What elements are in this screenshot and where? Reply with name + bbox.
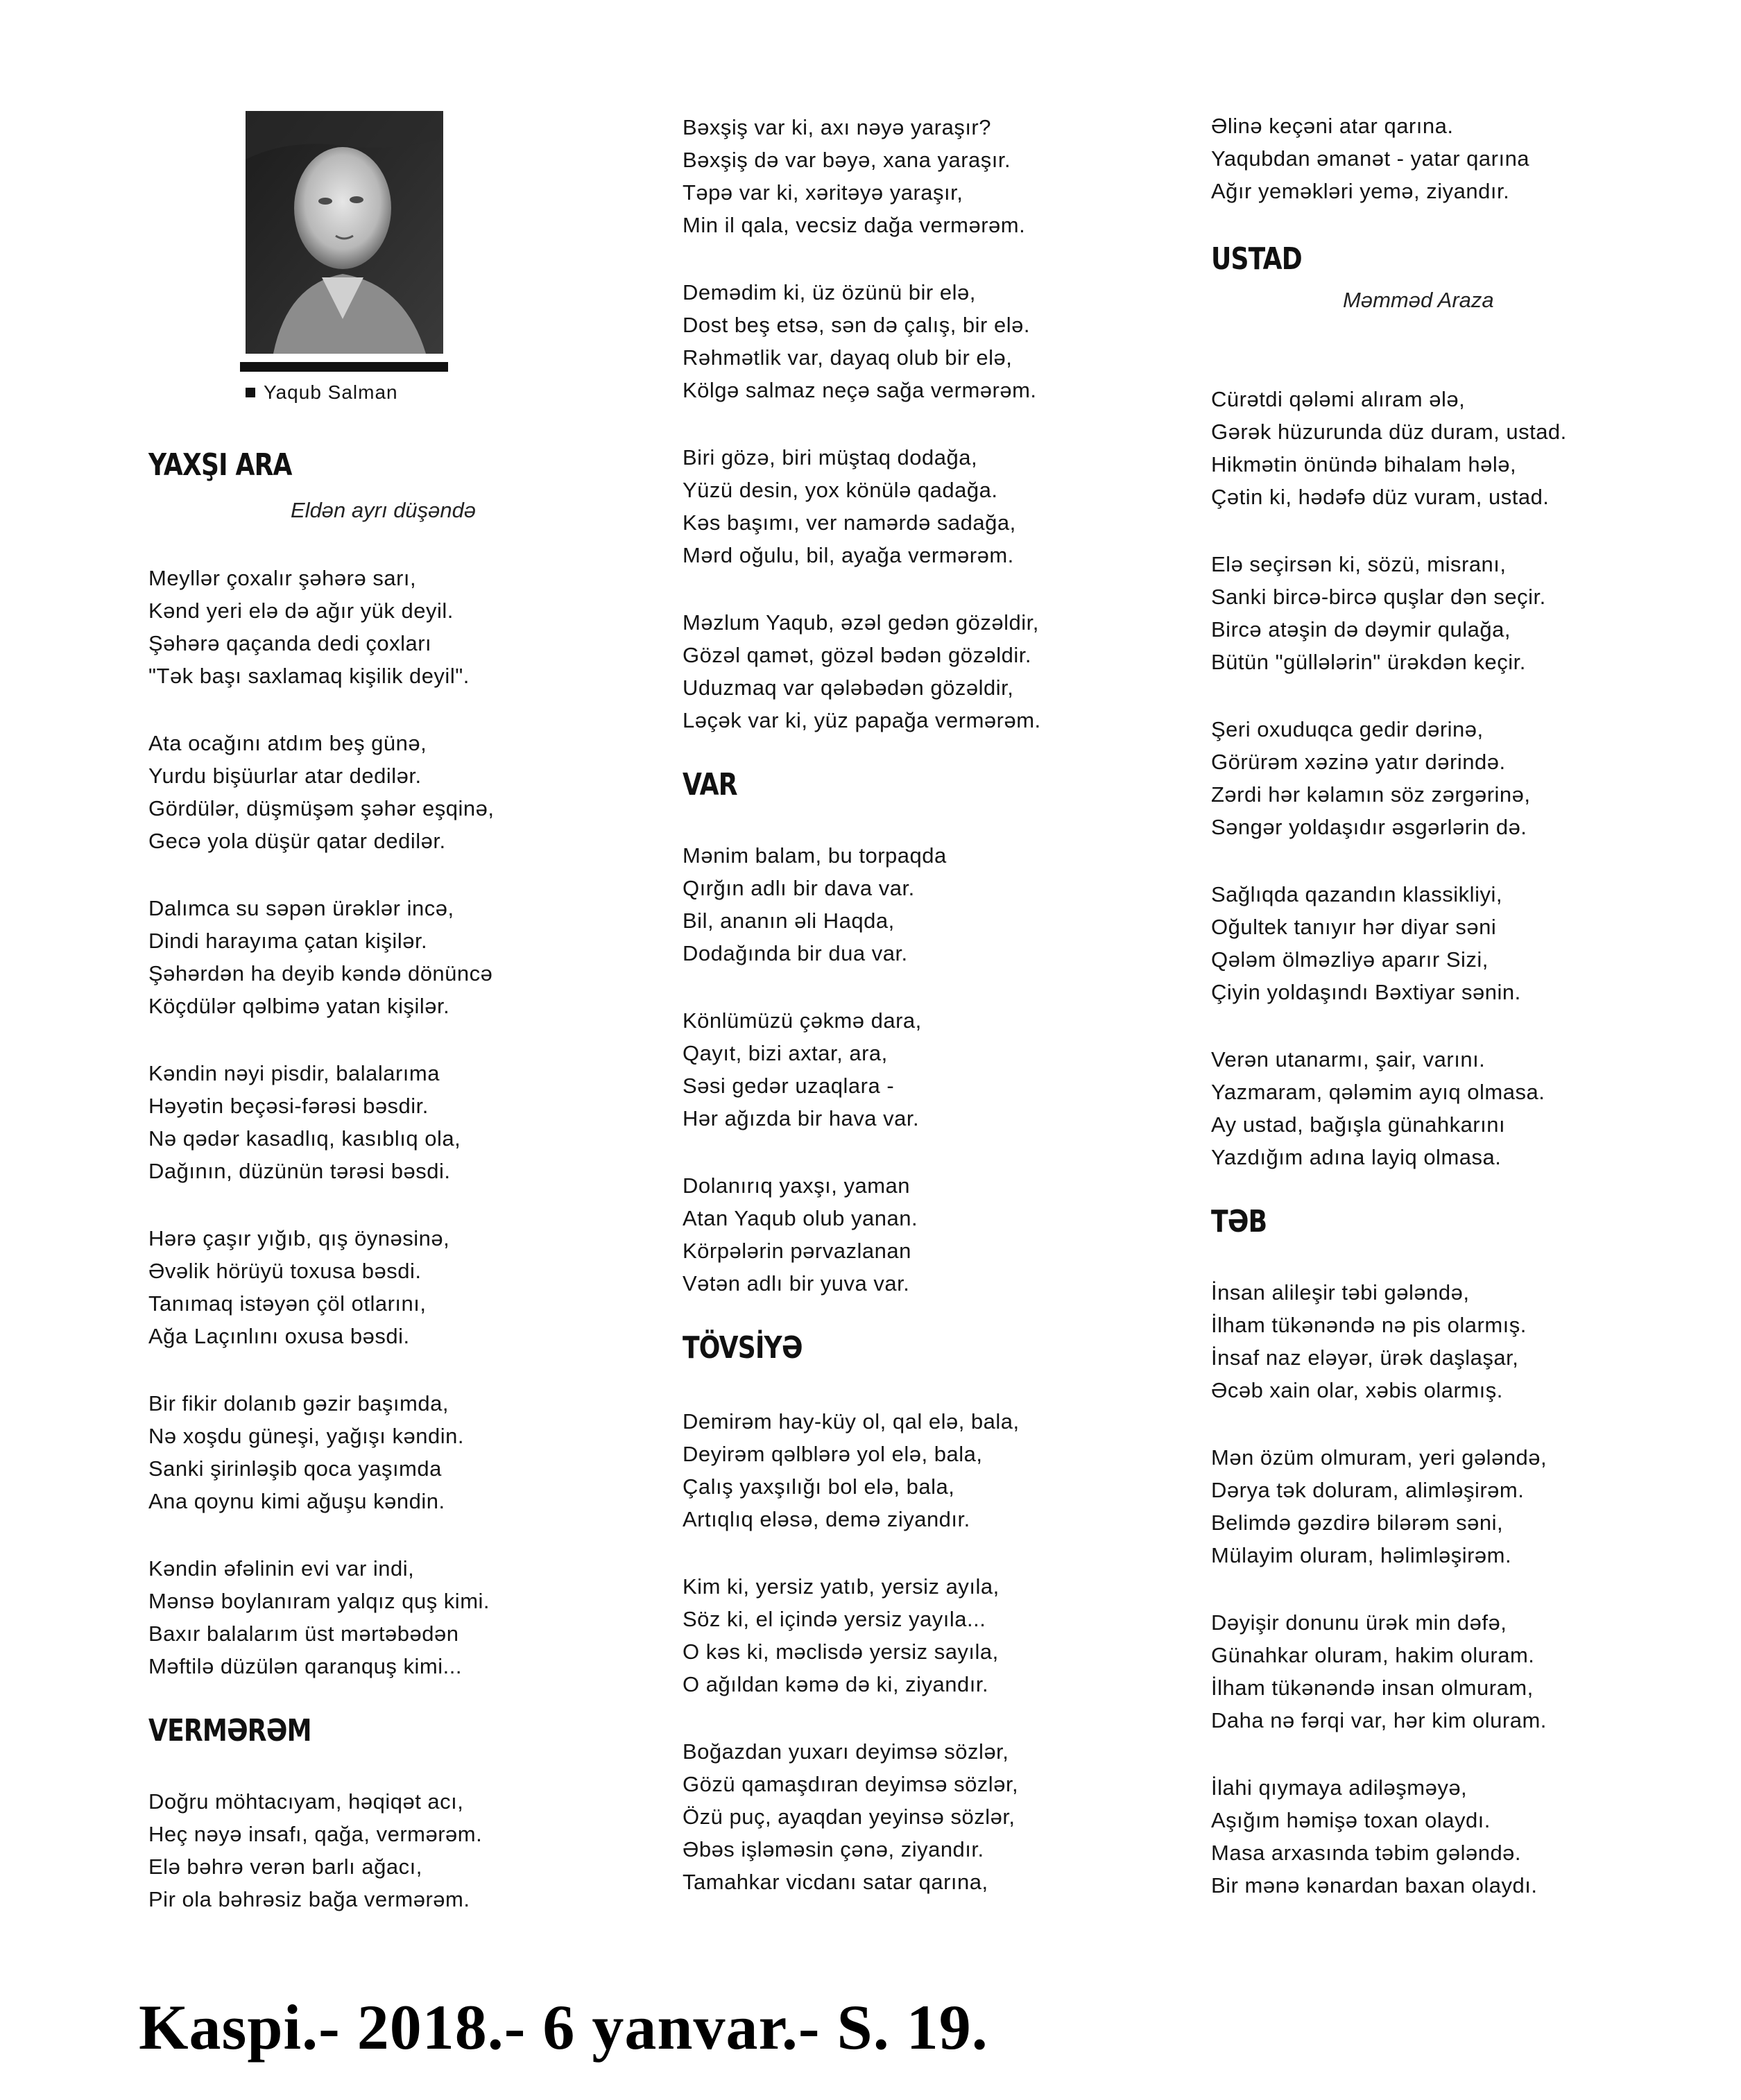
poem-line: Baxır balalarım üst mərtəbədən (148, 1621, 459, 1646)
poem-line: Kənd yeri elə də ağır yük deyil. (148, 599, 454, 623)
poem-line: Dərya tək doluram, alimləşirəm. (1211, 1478, 1525, 1502)
poem-line: Ana qoynu kimi ağuşu kəndin. (148, 1489, 445, 1513)
poem-line: Kölgə salmaz neçə sağa vermərəm. (683, 378, 1037, 402)
poem-line: Dost beş etsə, sən də çalış, bir elə. (683, 313, 1030, 337)
poem-line: İlahi qıymaya adiləşməyə, (1211, 1775, 1468, 1800)
poem-stanza (1211, 1606, 1547, 1737)
poem-line: Dalımca su səpən ürəklər incə, (148, 896, 454, 920)
poem-line: Sanki şirinləşib qoca yaşımda (148, 1456, 442, 1481)
poem-line: Şəhərə qaçanda dedi çoxları (148, 631, 432, 655)
poem-stanza (148, 727, 494, 857)
poem-line: "Tək başı saxlamaq kişilik deyil". (148, 664, 470, 688)
poem-stanza (683, 1169, 918, 1300)
poem-line: Mərd oğulu, bil, ayağa vermərəm. (683, 543, 1014, 567)
poem-line: Cürətdi qələmi alıram ələ, (1211, 387, 1466, 411)
poem-line: Belimdə gəzdirə bilərəm səni, (1211, 1511, 1504, 1535)
poem-line: Oğultek tanıyır hər diyar səni (1211, 915, 1497, 939)
poem-line: Özü puç, ayaqdan yeyinsə sözlər, (683, 1805, 1015, 1829)
poem-line: Heç nəyə insafı, qağa, vermərəm. (148, 1822, 483, 1846)
poem-line: Dolanırıq yaxşı, yaman (683, 1173, 911, 1198)
poem-line: Səsi gedər uzaqlara - (683, 1074, 895, 1098)
poem-line: Ləçək var ki, yüz papağa vermərəm. (683, 708, 1041, 732)
poem-stanza (1211, 713, 1531, 843)
poem-line: Əcəb xain olar, xəbis olarmış. (1211, 1378, 1503, 1402)
poem-title: YAXŞI ARA (148, 447, 292, 483)
poem-stanza (148, 1552, 490, 1682)
poem-line: Nə xoşdu güneşi, yağışı kəndin. (148, 1424, 464, 1448)
poem-stanza (1211, 1043, 1545, 1173)
poem-line: Kəndin əfəlinin evi var indi, (148, 1556, 415, 1581)
poem-line: Sağlıqda qazandın klassikliyi, (1211, 882, 1502, 906)
poem-line: Meyllər çoxalır şəhərə sarı, (148, 566, 417, 590)
poem-line: Könlümüzü çəkmə dara, (683, 1008, 922, 1033)
poem-line: Doğru möhtacıyam, həqiqət acı, (148, 1789, 464, 1814)
poem-line: Artıqlıq eləsə, demə ziyandır. (683, 1507, 970, 1531)
poem-line: Min il qala, vecsiz dağa vermərəm. (683, 213, 1026, 237)
photo-underline (240, 362, 448, 372)
poem-stanza (683, 839, 947, 970)
poem-stanza (1211, 1441, 1547, 1572)
poem-dedication: Eldən ayrı düşəndə (291, 498, 477, 522)
poem-line: O kəs ki, məclisdə yersiz sayıla, (683, 1639, 999, 1664)
poem-line: Köçdülər qəlbimə yatan kişilər. (148, 994, 450, 1018)
poem-line: Dodağında bir dua var. (683, 941, 908, 965)
poem-line: Yurdu bişüurlar atar dedilər. (148, 764, 422, 788)
poem-line: Tamahkar vicdanı satar qarına, (683, 1870, 988, 1894)
poem-line: Ay ustad, bağışla günahkarını (1211, 1112, 1506, 1137)
poem-line: Çətin ki, hədəfə düz vuram, ustad. (1211, 485, 1550, 509)
poem-stanza (148, 892, 492, 1022)
poem-line: Kəndin nəyi pisdir, balalarıma (148, 1061, 440, 1085)
poem-line: Verən utanarmı, şair, varını. (1211, 1047, 1486, 1071)
poem-stanza (148, 562, 470, 692)
poem-line: Məftilə düzülən qaranquş kimi... (148, 1654, 462, 1678)
poem-title: TƏB (1211, 1204, 1267, 1239)
poem-stanza (148, 1785, 482, 1916)
poem-line: Dəyişir donunu ürək min dəfə, (1211, 1610, 1507, 1635)
poem-line: Aşığım həmişə toxan olaydı. (1211, 1808, 1491, 1832)
poem-line: Bir mənə kənardan baxan olaydı. (1211, 1873, 1538, 1897)
poem-line: Mülayim oluram, həlimləşirəm. (1211, 1543, 1512, 1567)
poem-line: Yüzü desin, yox könülə qadağa. (683, 478, 998, 502)
poem-line: Bəxşiş var ki, axı nəyə yaraşır? (683, 115, 991, 139)
poem-line: Boğazdan yuxarı deyimsə sözlər, (683, 1739, 1009, 1764)
poem-line: Mən özüm olmuram, yeri gələndə, (1211, 1445, 1547, 1470)
poem-title: TÖVSİYƏ (683, 1330, 803, 1366)
poem-line: Əbəs işləməsin çənə, ziyandır. (683, 1837, 984, 1861)
poem-stanza (683, 1004, 922, 1135)
poem-line: Demədim ki, üz özünü bir elə, (683, 280, 976, 304)
photo-caption-text: Yaqub Salman (264, 381, 398, 403)
poem-line: Gözəl qamət, gözəl bədən gözəldir. (683, 643, 1031, 667)
poem-line: Daha nə fərqi var, hər kim oluram. (1211, 1708, 1547, 1732)
poem-line: Pir ola bəhrəsiz bağa vermərəm. (148, 1887, 470, 1911)
poem-line: Bircə atəşin də dəymir qulağa, (1211, 617, 1511, 642)
poem-line: Qələm ölməzliyə aparır Sizi, (1211, 947, 1489, 972)
square-bullet-icon (246, 388, 255, 397)
poem-dedication: Məmməd Araza (1343, 288, 1494, 312)
poem-line: Əlinə keçəni atar qarına. (1211, 114, 1454, 138)
poem-line: Gərək hüzurunda düz duram, ustad. (1211, 420, 1567, 444)
poem-line: Məzlum Yaqub, əzəl gedən gözəldir, (683, 610, 1039, 635)
poem-line: Mənim balam, bu torpaqda (683, 843, 947, 868)
poem-stanza (683, 441, 1016, 571)
poem-title: VERMƏRƏM (148, 1713, 311, 1748)
poem-line: İnsan alileşir təbi gələndə, (1211, 1280, 1470, 1305)
poem-line: Ata ocağını atdım beş günə, (148, 731, 427, 755)
poem-line: Bəxşiş də var bəyə, xana yaraşır. (683, 148, 1011, 172)
poem-line: Bil, ananın əli Haqda, (683, 909, 895, 933)
poem-line: Tanımaq istəyən çöl otlarını, (148, 1291, 427, 1316)
author-photo-block (246, 111, 443, 404)
source-citation: Kaspi.- 2018.- 6 yanvar.- S. 19. (139, 1992, 988, 2063)
poem-line: Yazmaram, qələmim ayıq olmasa. (1211, 1080, 1545, 1104)
poem-stanza (1211, 878, 1521, 1008)
poem-line: Gecə yola düşür qatar dedilər. (148, 829, 446, 853)
poem-stanza (148, 1222, 449, 1352)
poem-stanza (683, 606, 1041, 737)
poem-title: VAR (683, 767, 737, 802)
poem-line: Səngər yoldaşıdır əsgərlərin də. (1211, 815, 1527, 839)
poem-stanza (1211, 1771, 1537, 1902)
poem-line: Kim ki, yersiz yatıb, yersiz ayıla, (683, 1574, 1000, 1599)
poem-line: Atan Yaqub olub yanan. (683, 1206, 918, 1230)
poem-line: Əvəlik hörüyü toxusa bəsdi. (148, 1259, 422, 1283)
poem-line: Körpələrin pərvazlanan (683, 1239, 911, 1263)
poem-stanza (1211, 1276, 1527, 1406)
poem-stanza (683, 1735, 1018, 1898)
poem-line: İnsaf naz eləyər, ürək daşlaşar, (1211, 1345, 1519, 1370)
poem-line: Çiyin yoldaşındı Bəxtiyar sənin. (1211, 980, 1521, 1004)
poem-line: Gözü qamaşdıran deyimsə sözlər, (683, 1772, 1019, 1796)
poem-line: O ağıldan kəmə də ki, ziyandır. (683, 1672, 989, 1696)
poem-stanza (683, 276, 1037, 406)
poem-stanza (148, 1057, 461, 1187)
poem-title: USTAD (1211, 241, 1302, 277)
poem-line: Yaqubdan əmanət - yatar qarına (1211, 146, 1530, 171)
photo-caption (246, 381, 443, 404)
poem-line: Qırğın adlı bir dava var. (683, 876, 915, 900)
poem-line: Biri gözə, biri müştaq dodağa, (683, 445, 978, 470)
poem-line: Kəs başımı, ver namərdə sadağa, (683, 510, 1016, 535)
poem-stanza (683, 1570, 1000, 1701)
poem-line: Bütün "güllələrin" ürəkdən keçir. (1211, 650, 1526, 674)
poem-line: Yazdığım adına layiq olmasa. (1211, 1145, 1502, 1169)
author-photo (246, 111, 443, 354)
poem-line: Təpə var ki, xəritəyə yaraşır, (683, 180, 963, 205)
poem-stanza (1211, 383, 1567, 513)
poem-stanza (1211, 548, 1546, 678)
poem-stanza (683, 111, 1025, 241)
poem-line: Çalış yaxşılığı bol elə, bala, (683, 1474, 955, 1499)
poem-line: Vətən adlı bir yuva var. (683, 1271, 910, 1296)
poem-line: Hər ağızda bir hava var. (683, 1106, 920, 1130)
poem-line: Şəhərdən ha deyib kəndə dönüncə (148, 961, 493, 986)
poem-line: Dağının, düzünün tərəsi bəsdi. (148, 1159, 451, 1183)
poem-line: Söz ki, el içində yersiz yayıla... (683, 1607, 986, 1631)
poem-line: Nə qədər kasadlıq, kasıblıq ola, (148, 1126, 461, 1151)
poem-line: Həyətin beçəsi-fərəsi bəsdir. (148, 1094, 429, 1118)
poem-line: Rəhmətlik var, dayaq olub bir elə, (683, 345, 1013, 370)
poem-line: Elə bəhrə verən barlı ağacı, (148, 1854, 422, 1879)
poem-line: Ağa Laçınlını oxusa bəsdi. (148, 1324, 410, 1348)
poem-line: Qayıt, bizi axtar, ara, (683, 1041, 888, 1065)
poem-line: Deyirəm qəlblərə yol elə, bala, (683, 1442, 983, 1466)
poem-line: İlham tükənəndə insan olmuram, (1211, 1676, 1534, 1700)
poem-line: Bir fikir dolanıb gəzir başımda, (148, 1391, 449, 1415)
poem-line: Demirəm hay-küy ol, qal elə, bala, (683, 1409, 1020, 1434)
poem-line: Elə seçirsən ki, sözü, misranı, (1211, 552, 1507, 576)
poem-line: Zərdi hər kəlamın söz zərgərinə, (1211, 782, 1531, 807)
poem-line: Dindi harayıma çatan kişilər. (148, 929, 428, 953)
poem-line: Hikmətin önündə bihalam hələ, (1211, 452, 1517, 476)
poem-stanza (148, 1387, 464, 1517)
poem-stanza (1211, 110, 1529, 207)
poem-line: Gördülər, düşmüşəm şəhər eşqinə, (148, 796, 495, 820)
poem-line: Görürəm xəzinə yatır dərində. (1211, 750, 1506, 774)
poem-line: Masa arxasında təbim gələndə. (1211, 1841, 1522, 1865)
poem-line: Hərə çaşır yığıb, qış öynəsinə, (148, 1226, 450, 1250)
poem-line: Günahkar oluram, hakim oluram. (1211, 1643, 1535, 1667)
poem-stanza (683, 1405, 1020, 1535)
poem-line: Uduzmaq var qələbədən gözəldir, (683, 675, 1014, 700)
poem-line: Ağır yeməkləri yemə, ziyandır. (1211, 179, 1510, 203)
poem-line: İlham tükənəndə nə pis olarmış. (1211, 1313, 1527, 1337)
poem-line: Mənsə boylanıram yalqız quş kimi. (148, 1589, 490, 1613)
poem-line: Şeri oxuduqca gedir dərinə, (1211, 717, 1484, 741)
poem-line: Sanki bircə-bircə quşlar dən seçir. (1211, 585, 1546, 609)
